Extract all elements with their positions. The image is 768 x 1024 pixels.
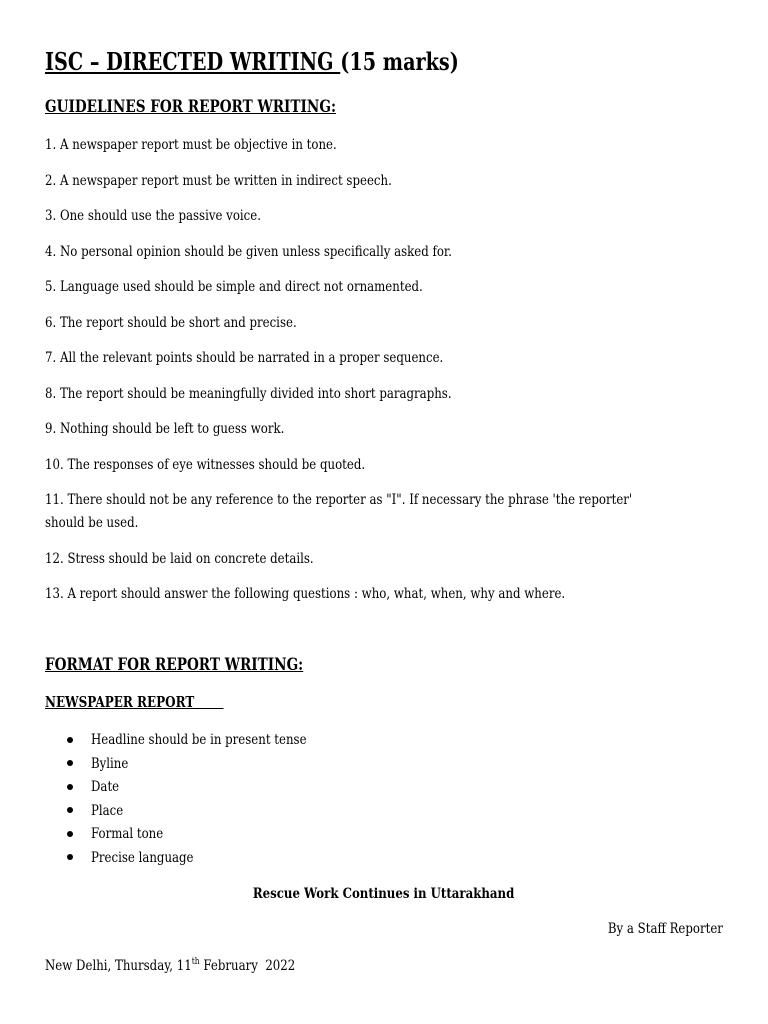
sample-headline-text: Rescue Work Continues in Uttarakhand	[253, 886, 515, 902]
format-heading: FORMAT FOR REPORT WRITING:	[45, 655, 304, 675]
bullet-text: Date	[91, 779, 120, 796]
bullet-item	[67, 824, 467, 848]
page-title	[45, 47, 459, 77]
bullet-dot-icon	[67, 784, 73, 790]
bullet-text: Headline should be in present tense	[91, 732, 307, 748]
sample-dateline	[45, 956, 295, 976]
guideline-item: 2. A newspaper report must be written in indirect speech.	[45, 172, 392, 189]
guideline-item: 12. Stress should be laid on concrete details.	[45, 550, 314, 567]
guidelines-heading: GUIDELINES FOR REPORT WRITING:	[45, 97, 336, 117]
guideline-item: 5. Language used should be simple and direct not ornamented.	[45, 279, 423, 295]
sample-byline: By a Staff Reporter	[607, 921, 723, 937]
bullet-dot-icon	[67, 807, 73, 813]
dateline-ordinal-suffix: th	[191, 957, 200, 967]
newspaper-report-subheading: NEWSPAPER REPORT	[45, 693, 224, 711]
guideline-item-line-2: should be used.	[45, 515, 139, 531]
guideline-item: 9. Nothing should be left to guess work.	[45, 421, 285, 437]
page-title-main: ISC – DIRECTED WRITING	[45, 47, 341, 76]
bullet-item	[67, 777, 467, 801]
bullet-dot-icon	[67, 760, 73, 766]
bullet-text: Place	[91, 802, 124, 819]
bullet-item	[67, 848, 467, 872]
guideline-item: 13. A report should answer the following questions : who, what, when, why and where.	[45, 586, 566, 602]
bullet-dot-icon	[67, 854, 73, 860]
bullet-item	[67, 801, 467, 825]
guideline-item: 8. The report should be meaningfully divided into short paragraphs.	[45, 385, 452, 402]
guideline-item: 7. All the relevant points should be narrated in a proper sequence.	[45, 350, 444, 366]
guideline-item: 4. No personal opinion should be given unless specifically asked for.	[45, 243, 452, 260]
bullet-text: Byline	[91, 755, 129, 772]
sample-headline	[0, 884, 768, 904]
bullet-text: Formal tone	[91, 826, 164, 843]
guidelines-list	[45, 134, 729, 619]
guideline-item-line-1: 11. There should not be any reference to the reporter as "I". If necessary the phrase 'the reporter'	[45, 492, 633, 508]
guideline-item	[45, 489, 633, 535]
bullet-item	[67, 730, 467, 754]
bullet-item	[67, 754, 467, 778]
guideline-item: 6. The report should be short and precise.	[45, 314, 297, 331]
guideline-item: 3. One should use the passive voice.	[45, 208, 261, 224]
format-bullet-list	[67, 730, 467, 872]
dateline-prefix: New Delhi, Thursday, 11	[45, 958, 192, 974]
bullet-text: Precise language	[91, 849, 194, 866]
dateline-suffix: February 2022	[199, 958, 296, 974]
bullet-dot-icon	[67, 831, 73, 837]
guideline-item: 1. A newspaper report must be objective in tone.	[45, 137, 337, 153]
guideline-item: 10. The responses of eye witnesses should be quoted.	[45, 456, 366, 473]
bullet-dot-icon	[67, 737, 73, 743]
page-title-marks: (15 marks)	[340, 47, 459, 76]
